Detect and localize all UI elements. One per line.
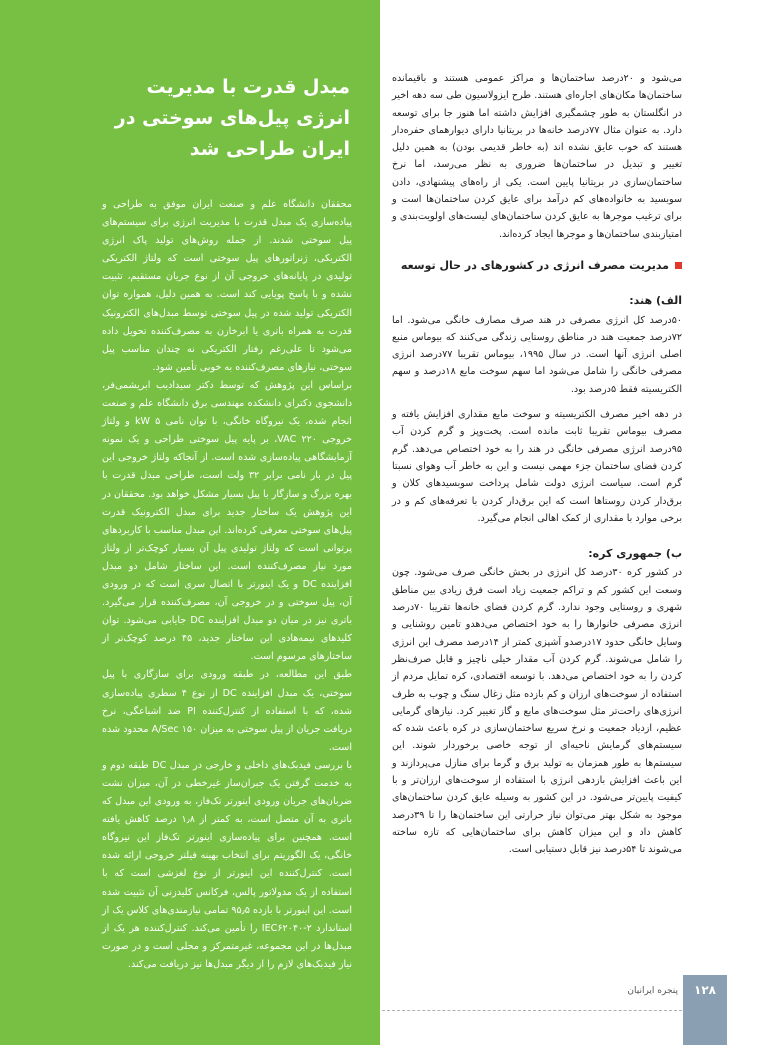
- right-intro-paragraph: می‌شود و ۲۰درصد ساختمان‌ها و مراکز عمومی هستند و باقیمانده ساختمان‌ها مکان‌های اجاره‌ای هستند. طرح ایزولاسیون طی سه دهه اخیر در انگلستان به طور چشمگیری افزایش داشته اما هنوز جا برای توسعه دارد. به عنوان مثال ۷۷درصد خانه‌ها در بریتانیا دارای دیوارهمای حفره‌دار هستند که خوب عایق نشده اند (به خاطر قدیمی بودن) به همین دلیل تغییر و تبدیل در ساختمان‌ها ضروری به نظر می‌رسد، اما نرخ ساختمان‌سازی در بریتانیا پایین است. یکی از راه‌های پیشنهادی، دادن سوبسید به خانواده‌های کم درآمد برای عایق کردن ساختمان‌ها است و برای ترغیب موجرها به عایق کردن ساختمان‌های لیست‌های اولویت‌بندی و امتیازبندی ساختمان‌ها و موجرها ایجاد کرده‌اند.: [392, 73, 682, 240]
- green-paragraph: محققان دانشگاه علم و صنعت ایران موفق به طراحی و پیاده‌سازی یک مبدل قدرت با مدیریت انرژی برای سیستم‌های پیل سوختی شدند. از جمله روش‌های تولید پاک انرژی الکتریکی، ژنراتورهای پیل سوختی است که ولتاژ الکتریکی تولیدی در پایانه‌های خروجی آن از نوع جریان مستقیم، تثبیت نشده و با پاسخ پویایی کند است. به همین دلیل، همواره توان الکتریکی تولید شده در پیل سوختی توسط مبدل‌های الکترونیک قدرت به همراه باتری یا ابرخازن به مصرف‌کننده تحویل داده می‌شود تا علی‌رغم رفتار الکتریکی نه چندان مناسب پیل سوختی، نیازهای مصرف‌کننده به خوبی تأمین شود.: [102, 199, 352, 373]
- magazine-name: پنجره ایرانیان: [627, 986, 678, 996]
- section-heading: [392, 257, 682, 274]
- square-bullet-icon: [675, 262, 682, 269]
- subheading-india: الف) هند:: [629, 294, 682, 308]
- india-paragraph: در دهه اخیر مصرف الکتریسیته و سوخت مایع مقداری افزایش یافته و مصرف بیوماس تقریبا ثابت مانده است. پخت‌وپز و گرم کردن آب ۹۵درصد انرژی مصرفی خانگی در هند را به خود اختصاص می‌دهد. گرم کردن فضای ساختمان جزء مهمی نیست و این به خاطر آب وهوای نسبتا گرم است. سیاست انرژی دولت شامل پرداخت سوبسیدهای کلان و برق‌دار کردن روستاها است که این برق‌دار کردن با تعرفه‌های کم و در برخی موارد با مقداری از کمک اهالی انجام می‌گیرد.: [392, 409, 682, 524]
- subheading-korea: ب) جمهوری کره:: [588, 547, 682, 561]
- section-heading-text: مدیریت مصرف انرژی در کشورهای در حال توسعه: [400, 258, 669, 272]
- green-paragraph: طبق این مطالعه، در طبقه ورودی برای سازگاری با پیل سوختی، یک مبدل افزاینده DC از نوع ۴ سطری پیاده‌سازی شده، که با استفاده از کنترل‌کننده PI ضد اشباعگی، نرخ دریافت جریان از پیل سوختی به میزان ۱۵۰ A/Sec محدود شده است.: [102, 669, 353, 753]
- right-column: [392, 70, 682, 858]
- footer-divider: [382, 1010, 682, 1011]
- article-title: مبدل قدرت با مدیریت انرژی پیل‌های سوختی در ایران طراحی شد: [114, 76, 350, 160]
- green-paragraph: با بررسی فیدبک‌های داخلی و خارجی در مبدل DC طبقه دوم و به خدمت گرفتن یک جبران‌ساز غیرخطی در آن، میزان نشت ضربان‌های جریان ورودی اینورتر تک‌فاز، به ورودی این مبدل که باتری به آن متصل است، به کمتر از ۱٫۸ درصد کاهش یافته است. همچنین برای پیاده‌سازی اینورتر تک‌فاز این نیروگاه خانگی، یک الگوریتم برای انتخاب بهینه فیلتر خروجی ارائه شده است. کنترل‌کننده این اینورتر از نوع لغزشی است که با استفاده از یک مدولاتور پالس، فرکانس کلیدزنی آن تثبیت شده است. این اینورتر با بازده ۹۵٫۵ تمامی نیازمندی‌های کلاس یک از استاندارد IEC۶۲۰۴۰-۲ را تأمین می‌کند. کنترل‌کننده هر یک از مبدل‌ها در این مجموعه، غیرمتمرکز و محلی است و در صورت نیاز فیدبک‌های لازم را از دیگر مبدل‌ها نیز دریافت می‌کند.: [102, 759, 352, 970]
- green-paragraph: براساس این پژوهش که توسط دکتر سیدادیب ابریشمی‌فر، دانشجوی دکترای دانشکده مهندسی برق دانشگاه علم و صنعت انجام شده، یک نیروگاه خانگی، با توان نامی ۵ kW و ولتاژ خروجی ۲۲۰ VAC، بر پایه پیل سوختی طراحی و یک نمونه آزمایشگاهی پیاده‌سازی شده است. از آنجاکه ولتاژ خروجی این پیل در بار نامی برابر ۳۲ ولت است، طراحی مبدل قدرت با بهره بزرگ و سازگار با پیل بسیار مشکل خواهد بود. محققان در این پژوهش یک ساختار جدید برای مبدل الکترونیک قدرت پیل‌های سوختی معرفی کرده‌اند. این مبدل مناسب با کاربردهای پرتوانی است که ولتاژ تولیدی پیل آن بسیار کوچک‌تر از ولتاژ مورد نیاز مصرف‌کننده است. این ساختار شامل دو مبدل افزاینده DC و یک اینورتر با اتصال سری است که در ورودی آن، پیل سوختی و در خروجی آن، مصرف‌کننده قرار می‌گیرد. باتری نیز در میان دو مبدل افزاینده DC جایابی می‌شود. توان کلیدهای نیمه‌هادی این ساختار جدید، ۴۵ درصد کوچک‌تر از ساختارهای مرسوم است.: [102, 379, 352, 663]
- page-number: ۱۲۸: [694, 983, 716, 997]
- india-paragraph: ۵۰درصد کل انرژی مصرفی در هند صرف مصارف خانگی می‌شود. اما ۷۲درصد جمعیت هند در مناطق روستایی زندگی می‌کنند که بیوماس منبع اصلی انرژی آنها است. در سال ۱۹۹۵، بیوماس تقریبا ۷۷درصد انرژی مصرفی خانگی را شامل می‌شود اما سهم سوخت مایع ۱۸درصد و سهم الکتریسیته فقط ۵درصد بود.: [392, 314, 683, 395]
- green-article-body: [102, 196, 352, 974]
- korea-paragraph: در کشور کره ۳۰درصد کل انرژی در بخش خانگی صرف می‌شود. چون وسعت این کشور کم و تراکم جمعیت زیاد است فرق زیادی بین مناطق شهری و روستایی وجود ندارد. گرم کردن فضای خانه‌ها تقریبا ۷۰درصد انرژی مصرفی خانوارها را به خود اختصاص می‌دهدو تامین روشنایی و وسایل خانگی حدود ۱۷درصدو آشپزی کمتر از ۱۴درصد مصرف این انرژی را شامل می‌شوند. گرم کردن آب مقدار خیلی ناچیز و قابل صرف‌نظر کردن را به خود اختصاص می‌دهد. با توسعه اقتصادی، کره تمایل مردم از استفاده از سوخت‌های ارزان و کم بازده مثل زغال سنگ و چوب به طرف انرژی‌های راحت‌تر مثل سوخت‌های مایع و گاز تغییر کرد. نیازهای گرمایی عظیم، ازدیاد جمعیت و نرخ سریع ساختمان‌سازی در کره باعث شده که سیستم‌های گرمایش ناحیه‌ای از توجه خاصی برخوردار شوند. این سیستم‌ها به طور همزمان به تولید برق و گرما برای منازل می‌پردازند و این باعث افزایش بازدهی انرژی با استفاده از سوخت‌های ارزان‌تر و با کیفیت پایین‌تر می‌شود. در این کشور به وسیله عایق کردن ساختمان‌های موجود به شکل بهتر می‌توان نیاز حرارتی این ساختمان‌ها را تا ۳۹درصد کاهش داد و این میزان کاهش برای ساختمان‌هایی که تازه ساخته می‌شوند تا ۵۴درصد نیز قابل دستیابی است.: [392, 567, 683, 856]
